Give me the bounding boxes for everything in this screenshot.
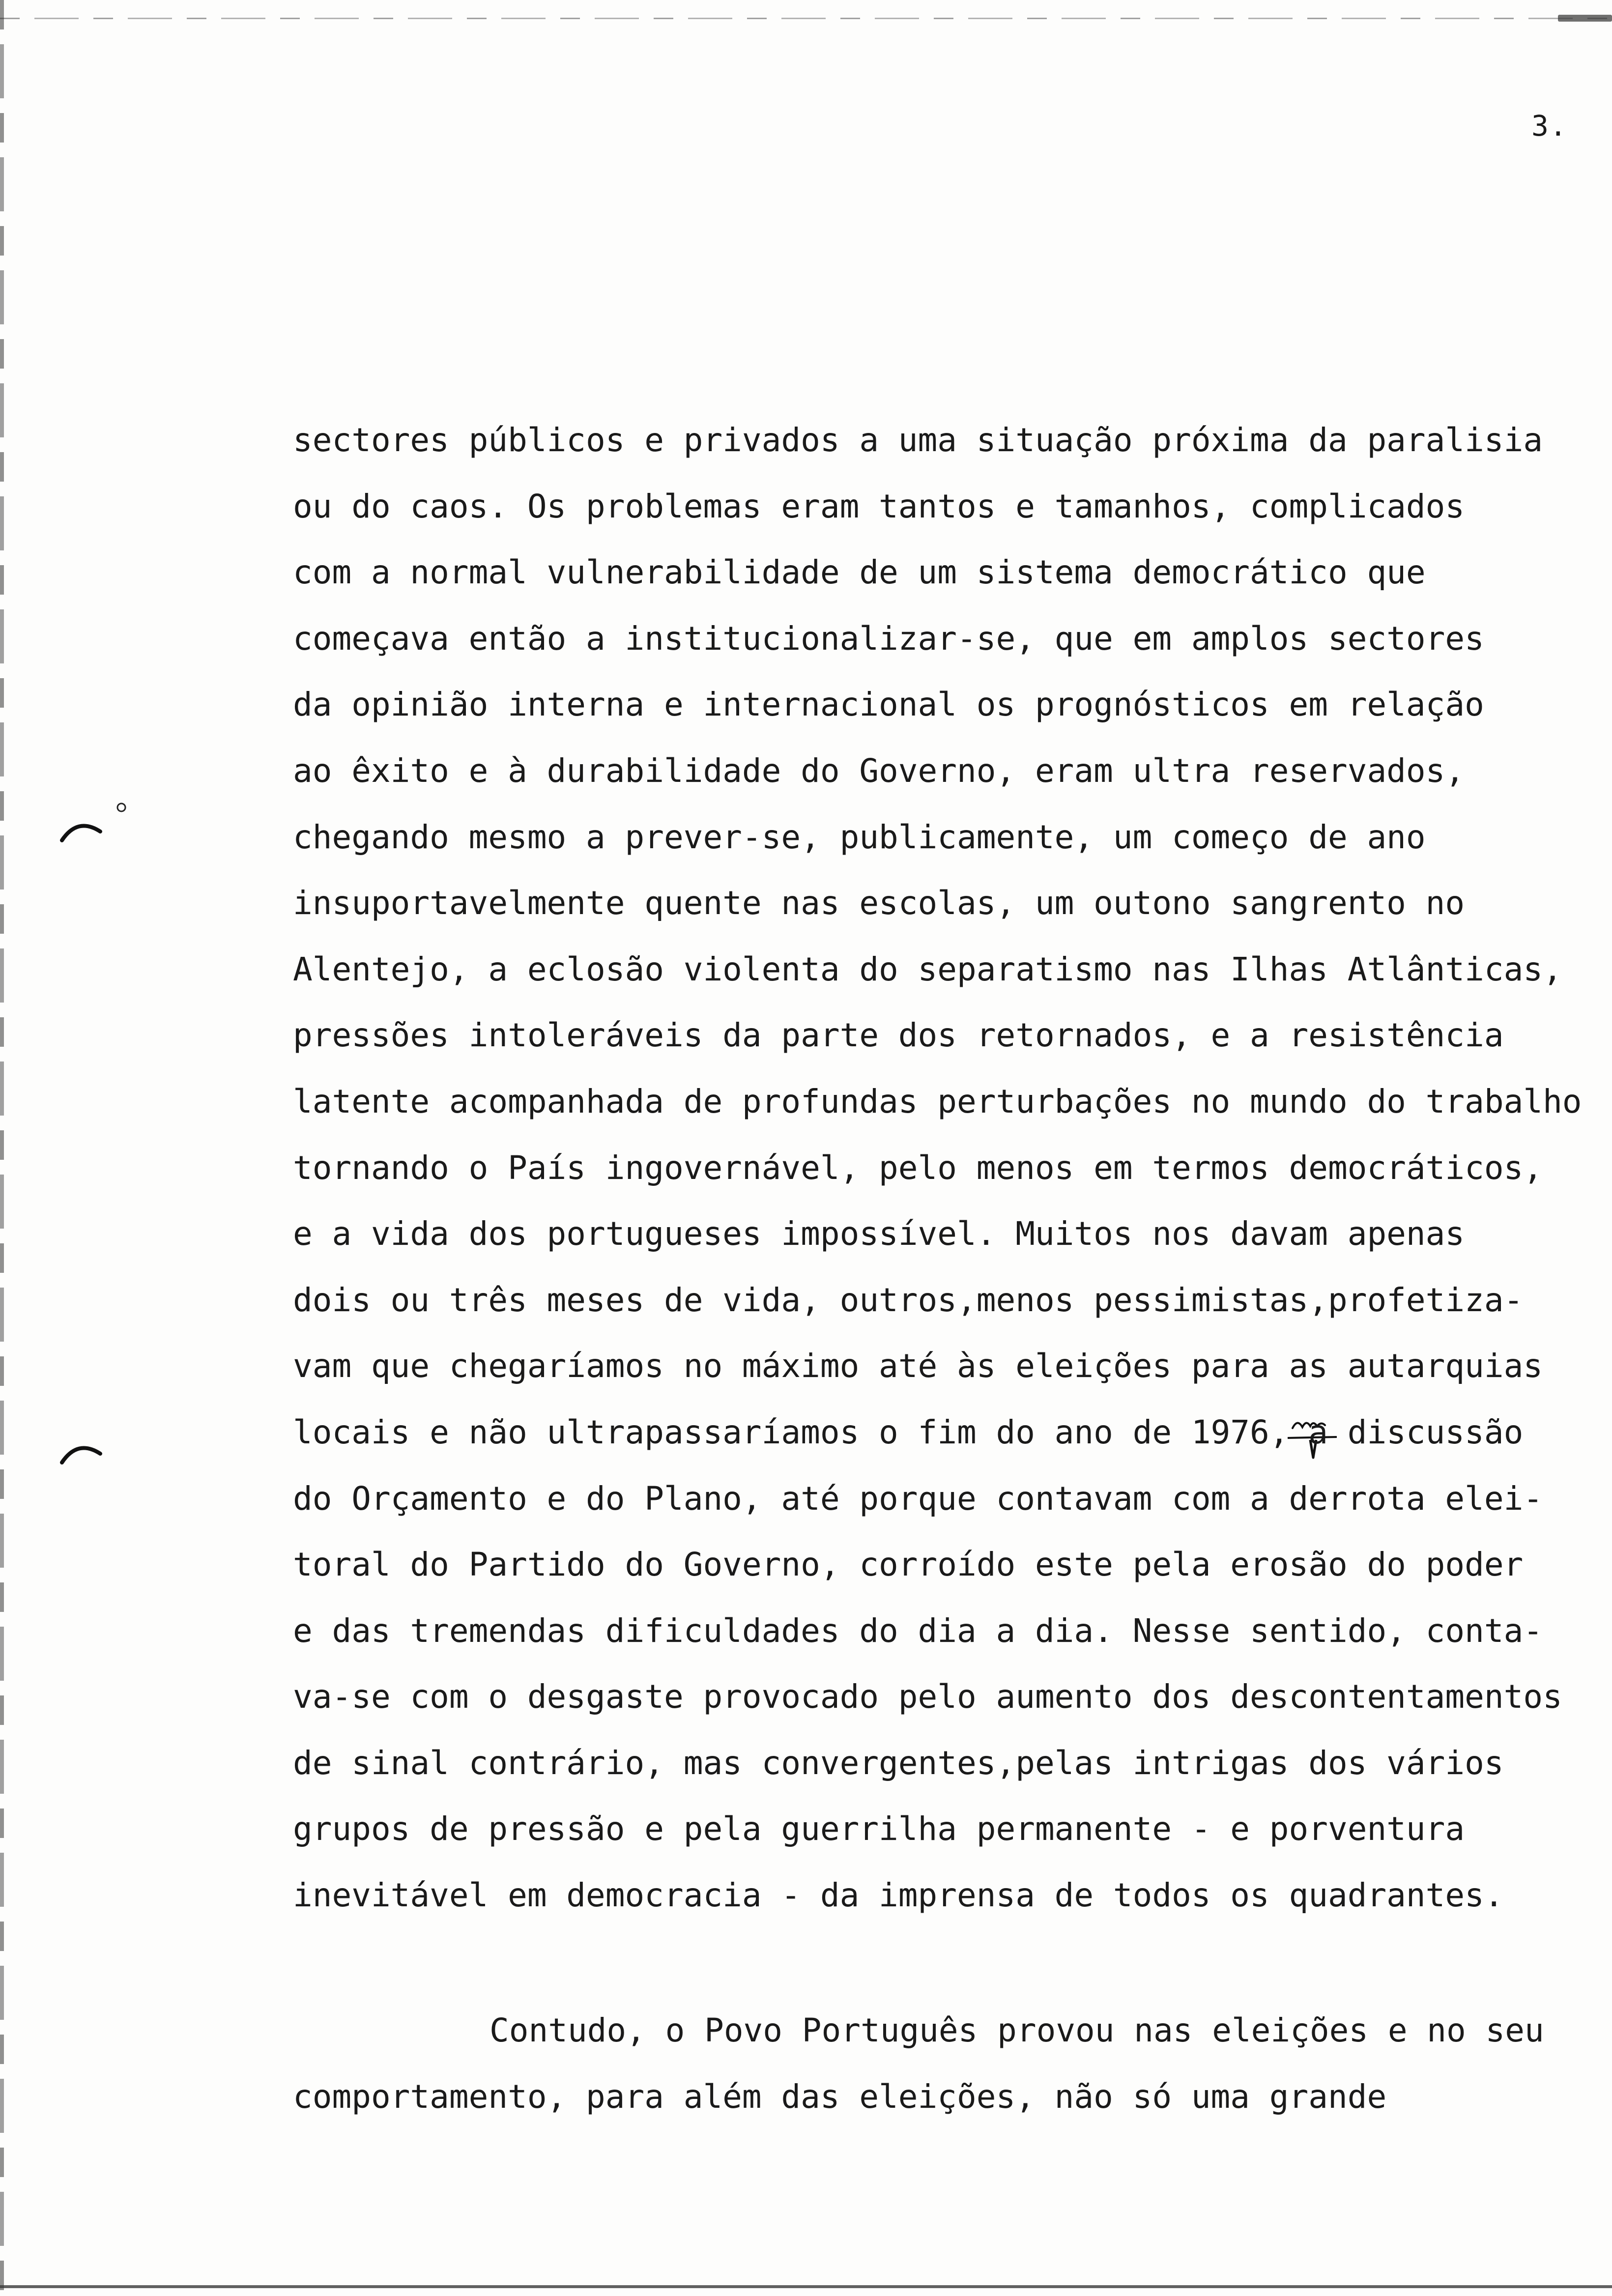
left-binding-edge <box>0 0 4 2296</box>
text-line: de sinal contrário, mas convergentes,pelas intrigas dos vários <box>293 1744 1504 1782</box>
text-line: insuportavelmente quente nas escolas, um outono sangrento no <box>293 884 1465 922</box>
text-line: e a vida dos portugueses impossível. Muitos nos davam apenas <box>293 1215 1465 1253</box>
text-line: do Orçamento e do Plano, até porque contavam com a derrota elei- <box>293 1479 1543 1518</box>
text-line: começava então a institucionalizar-se, que em amplos sectores <box>293 619 1484 658</box>
text-line: inevitável em democracia - da imprensa de todos os quadrantes. <box>293 1876 1504 1915</box>
text-line: locais e não ultrapassaríamos o fim do ano de 1976, a discussão <box>293 1413 1524 1451</box>
text-line: da opinião interna e internacional os prognósticos em relação <box>293 686 1484 724</box>
text-line: ou do caos. Os problemas eram tantos e tamanhos, complicados <box>293 487 1465 525</box>
text-line: ao êxito e à durabilidade do Governo, eram ultra reservados, <box>293 751 1465 790</box>
bottom-edge-rule <box>0 2285 1612 2288</box>
text-line: latente acompanhada de profundas perturbações no mundo do trabalho <box>293 1082 1582 1120</box>
text-line: chegando mesmo a prever-se, publicamente, um começo de ano <box>293 818 1426 856</box>
text-line: va-se com o desgaste provocado pelo aumento dos descontentamentos <box>293 1678 1562 1716</box>
text-line: e das tremendas dificuldades do dia a dia. Nesse sentido, conta- <box>293 1611 1543 1650</box>
text-line: Contudo, o Povo Português provou nas eleições e no seu <box>489 2011 1544 2049</box>
margin-circle-mark <box>114 800 129 815</box>
text-line: vam que chegaríamos no máximo até às eleições para as autarquias <box>293 1347 1543 1385</box>
text-line: dois ou três meses de vida, outros,menos pessimistas,profetiza- <box>293 1281 1524 1319</box>
text-line: sectores públicos e privados a uma situação próxima da paralisia <box>293 421 1543 459</box>
text-line: com a normal vulnerabilidade de um sistema democrático que <box>293 553 1426 592</box>
text-line: grupos de pressão e pela guerrilha permanente - e porventura <box>293 1810 1465 1848</box>
top-edge-rule <box>0 18 1612 19</box>
text-line: Alentejo, a eclosão violenta do separatismo nas Ilhas Atlânticas, <box>293 950 1562 988</box>
top-corner-smudge <box>1558 15 1612 22</box>
main-paragraph <box>293 422 1610 1943</box>
text-line: tornando o País ingovernável, pelo menos em termos democráticos, <box>293 1148 1543 1187</box>
text-line: toral do Partido do Governo, corroído este pela erosão do poder <box>293 1546 1524 1584</box>
margin-punch-mark <box>58 1433 117 1472</box>
second-paragraph <box>293 2012 1610 2144</box>
page-number: 3. <box>1531 109 1568 143</box>
margin-punch-mark <box>58 811 117 850</box>
text-line: pressões intoleráveis da parte dos retornados, e a resistência <box>293 1016 1504 1055</box>
text-line: comportamento, para além das eleições, não só uma grande <box>293 2077 1387 2116</box>
